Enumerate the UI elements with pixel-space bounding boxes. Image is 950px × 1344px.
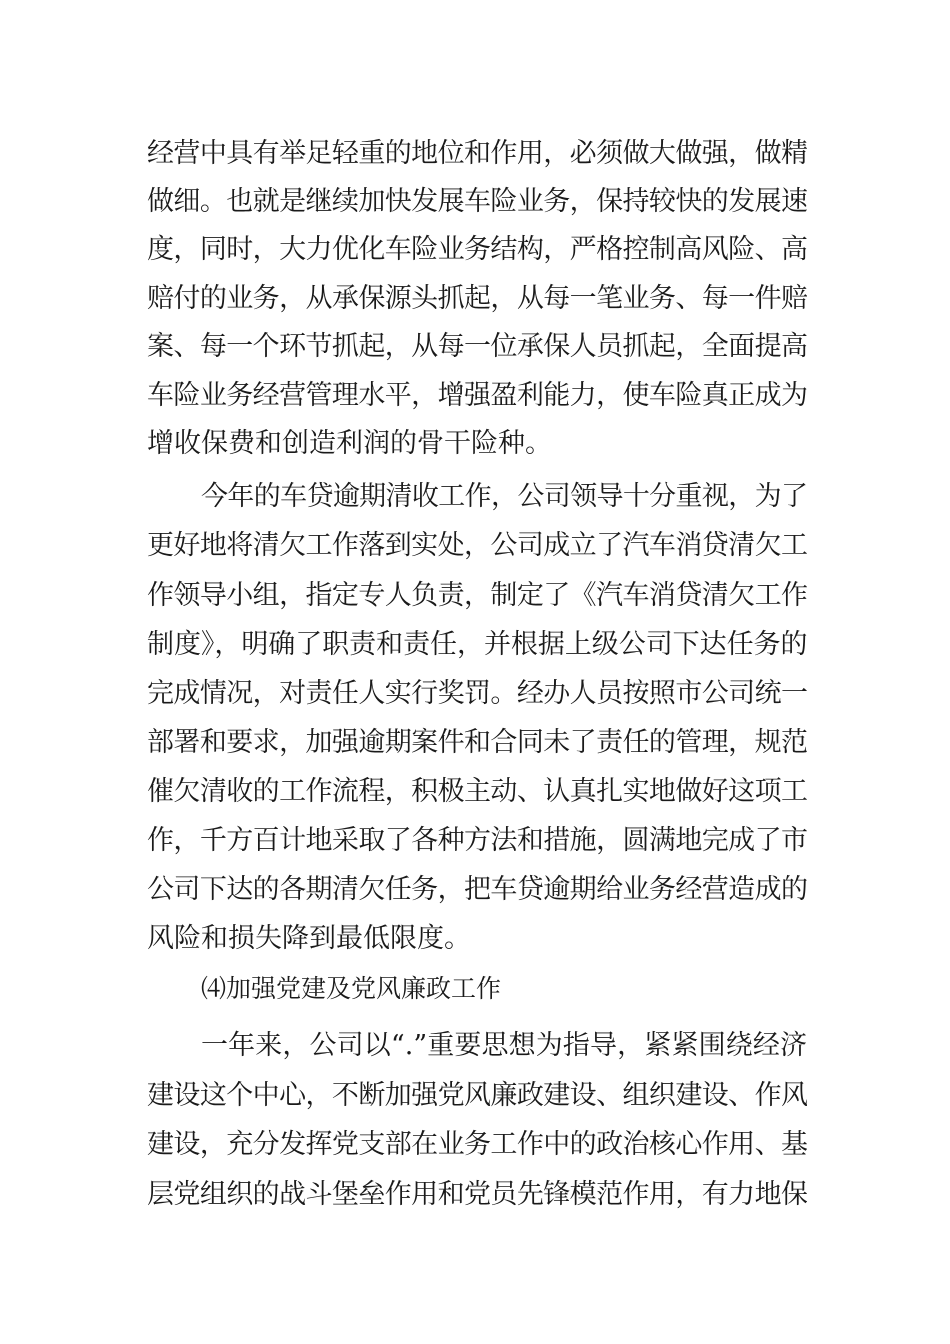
paragraph-2-line-10: 风险和损失降到最低限度。 (147, 923, 471, 954)
paragraph-1-line-6: 车险业务经营管理水平，增强盈利能力，使车险真正成为 (147, 380, 807, 411)
paragraph-1-line-1: 经营中具有举足轻重的地位和作用，必须做大做强，做精 (147, 138, 807, 169)
paragraph-3-line-1: 一年来，公司以“.”重要思想为指导，紧紧围绕经济 (201, 1030, 807, 1061)
section-heading: ⑷加强党建及党风廉政工作 (201, 974, 502, 1003)
paragraph-2-line-5: 完成情况，对责任人实行奖罚。经办人员按照市公司统一 (147, 678, 807, 709)
paragraph-3-line-2: 建设这个中心，不断加强党风廉政建设、组织建设、作风 (147, 1080, 807, 1111)
paragraph-2-line-3: 作领导小组，指定专人负责，制定了《汽车消贷清欠工作 (147, 580, 807, 611)
paragraph-1-line-7: 增收保费和创造利润的骨干险种。 (147, 428, 552, 459)
paragraph-1-line-3: 度，同时，大力优化车险业务结构，严格控制高风险、高 (147, 234, 807, 265)
paragraph-2-line-9: 公司下达的各期清欠任务，把车贷逾期给业务经营造成的 (147, 874, 807, 905)
paragraph-1-line-5: 案、每一个环节抓起，从每一位承保人员抓起，全面提高 (147, 331, 807, 362)
paragraph-2-line-7: 催欠清收的工作流程，积极主动、认真扎实地做好这项工 (147, 776, 807, 807)
paragraph-1-line-2: 做细。也就是继续加快发展车险业务，保持较快的发展速 (147, 186, 807, 217)
paragraph-2-line-1: 今年的车贷逾期清收工作，公司领导十分重视，为了 (201, 481, 807, 512)
paragraph-3-line-3: 建设，充分发挥党支部在业务工作中的政治核心作用、基 (147, 1129, 807, 1160)
paragraph-3-line-4: 层党组织的战斗堡垒作用和党员先锋模范作用，有力地保 (147, 1179, 807, 1210)
paragraph-2-line-2: 更好地将清欠工作落到实处，公司成立了汽车消贷清欠工 (147, 530, 807, 561)
paragraph-2-line-8: 作，千方百计地采取了各种方法和措施，圆满地完成了市 (147, 825, 807, 856)
paragraph-2-line-4: 制度》，明确了职责和责任，并根据上级公司下达任务的 (147, 629, 807, 660)
paragraph-1-line-4: 赔付的业务，从承保源头抓起，从每一笔业务、每一件赔 (147, 283, 807, 314)
paragraph-2-line-6: 部署和要求，加强逾期案件和合同未了责任的管理，规范 (147, 727, 807, 758)
